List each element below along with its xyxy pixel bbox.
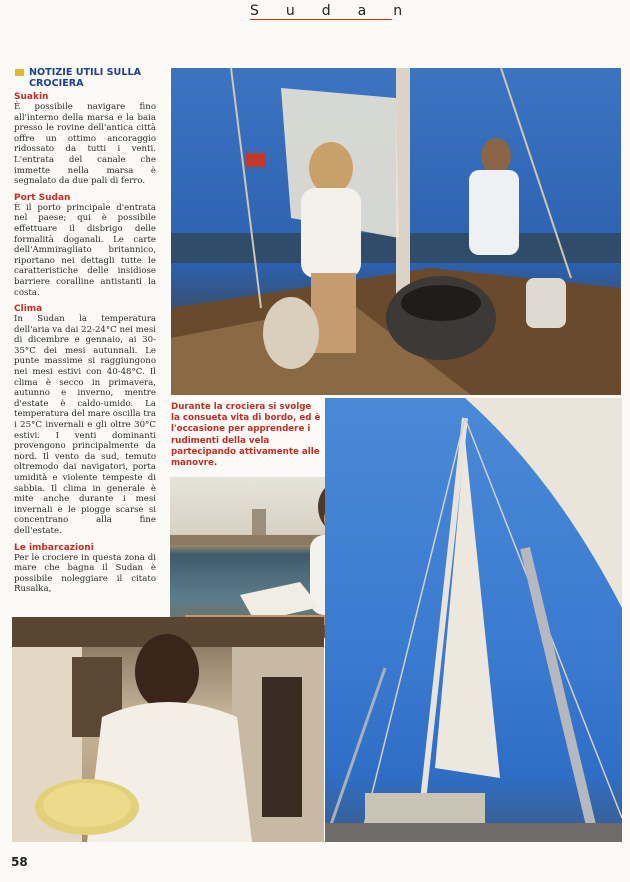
square-bullet-icon: [15, 69, 24, 76]
section-heading-suakin: Suakin: [14, 92, 49, 102]
header-rule: [250, 19, 392, 20]
photo-caption: Durante la crociera si svolge la consueta vita di bordo, ed è l'occasione per apprendere i rudimenti della vela partecipando attivamente alle manovre.: [171, 402, 321, 469]
section-text-imbarcazioni: Per le crociere in questa zona di mare che bagna il Sudan è possibile noleggiare il citato Rusalka,: [14, 552, 156, 595]
section-text-port-sudan: È il porto principale d'entrata nel paese; qui è possibile effettuare il disbrigo delle formalità doganali. Le carte dell'Ammiragliato britannico, riportano nei dettagli tutte le caratteristiche delle insidiose barriere coralline antistanti la costa.: [14, 202, 156, 298]
info-box-title: [14, 67, 156, 89]
info-box-title-text: NOTIZIE UTILI SULLA CROCIERA: [29, 67, 141, 89]
photo-deck-crew: [171, 68, 621, 395]
section-text-clima: In Sudan la temperatura dell'aria va dai 22-24°C nei mesi di dicembre e gennaio, ai 30-35°C dei mesi autunnali. Le punte massime si raggiungono nei mesi estivi con 40-48°C. Il clima è secco in primavera, autunno e inverno, mentre d'estate è caldo-umido. La temperatura del mare oscilla tra i 25°C invernali e gli oltre 30°C estivi. I venti dominanti provengono principalmente da nord. Il vento da sud, temuto oltremodo dai navigatori, porta umidità e violente tempeste di sabbia. Il clima in generale è mite anche durante i mesi invernali e le piogge scarse si concentrano alla fine dell'estate.: [14, 314, 156, 536]
page-number: 58: [11, 855, 28, 869]
section-heading-clima: Clima: [14, 304, 43, 315]
section-heading-imbarcazioni: Le imbarcazioni: [14, 542, 94, 553]
photo-chef-with-pizza: [12, 617, 324, 842]
info-sidebar: [14, 67, 156, 595]
section-heading-port-sudan: Port Sudan: [14, 192, 71, 203]
section-text-suakin: È possibile navigare fino all'interno della marsa e la baia presso le rovine dell'antica città offre un ottimo ancoraggio ridossato da tutti i venti. L'entrata del canale che immette nella marsa è segnalato da due pali di ferro.: [14, 102, 156, 187]
photo-sail-and-mast: [325, 398, 622, 842]
page-header-title: Sudan: [250, 3, 430, 19]
